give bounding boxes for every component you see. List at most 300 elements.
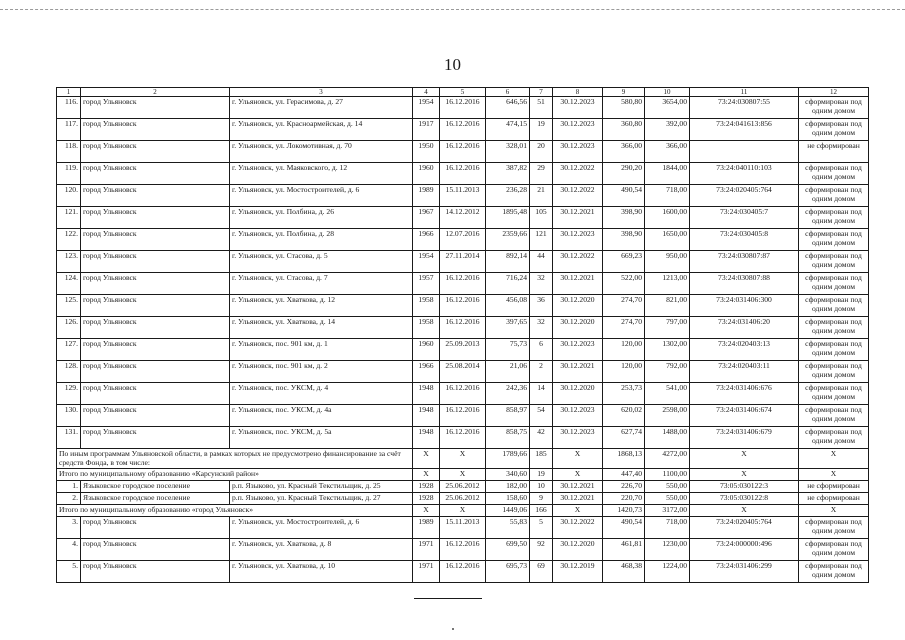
summary-cell: 166 xyxy=(530,505,553,517)
deadline-cell: 30.12.2022 xyxy=(553,251,603,273)
deadline-cell: 30.12.2021 xyxy=(553,207,603,229)
row-number: 130. xyxy=(57,405,81,427)
column-number-header: 6 xyxy=(486,88,530,97)
row-number: 123. xyxy=(57,251,81,273)
table-row xyxy=(57,317,869,339)
table-row xyxy=(57,119,869,141)
land-status-cell: сформирован под одним домом xyxy=(799,295,869,317)
municipality-cell: Языковское городское поселение xyxy=(81,481,230,493)
residents-cell: 92 xyxy=(530,539,553,561)
year-cell: 1966 xyxy=(413,229,440,251)
summary-cell: 1789,66 xyxy=(486,449,530,469)
table-row xyxy=(57,481,869,493)
table-row xyxy=(57,163,869,185)
year-cell: 1960 xyxy=(413,163,440,185)
area-cell: 716,24 xyxy=(486,273,530,295)
cost-cell: 392,00 xyxy=(645,119,690,141)
area-cell: 2359,66 xyxy=(486,229,530,251)
area-cell: 328,01 xyxy=(486,141,530,163)
year-cell: 1971 xyxy=(413,561,440,583)
date-cell: 27.11.2014 xyxy=(440,251,486,273)
year-cell: 1954 xyxy=(413,251,440,273)
date-cell: 16.12.2016 xyxy=(440,119,486,141)
column-number-header: 8 xyxy=(553,88,603,97)
cost-cell: 1213,00 xyxy=(645,273,690,295)
land-status-cell: сформирован под одним домом xyxy=(799,405,869,427)
address-cell: г. Ульяновск, ул. Мостостроителей, д. 6 xyxy=(230,185,413,207)
column-number-header: 4 xyxy=(413,88,440,97)
table-row xyxy=(57,561,869,583)
address-cell: г. Ульяновск, пос. УКСМ, д. 4а xyxy=(230,405,413,427)
year-cell: 1989 xyxy=(413,185,440,207)
residents-cell: 10 xyxy=(530,481,553,493)
cadastral-number-cell: 73:24:031406:679 xyxy=(690,427,799,449)
date-cell: 15.11.2013 xyxy=(440,517,486,539)
residents-cell: 2 xyxy=(530,361,553,383)
cadastral-number-cell: 73:24:030807:55 xyxy=(690,97,799,119)
top-dashed-rule xyxy=(0,9,905,10)
summary-cell: X xyxy=(799,449,869,469)
residents-cell: 121 xyxy=(530,229,553,251)
deadline-cell: 30.12.2020 xyxy=(553,539,603,561)
land-status-cell: сформирован под одним домом xyxy=(799,207,869,229)
residents-cell: 36 xyxy=(530,295,553,317)
residents-cell: 6 xyxy=(530,339,553,361)
cost-cell: 550,00 xyxy=(645,493,690,505)
municipality-cell: город Ульяновск xyxy=(81,361,230,383)
cadastral-number-cell: 73:24:030807:87 xyxy=(690,251,799,273)
area-planned-cell: 627,74 xyxy=(603,427,645,449)
address-cell: г. Ульяновск, ул. Герасимова, д. 27 xyxy=(230,97,413,119)
residents-cell: 69 xyxy=(530,561,553,583)
address-cell: г. Ульяновск, ул. Хваткова, д. 12 xyxy=(230,295,413,317)
municipality-cell: город Ульяновск xyxy=(81,427,230,449)
area-cell: 1895,48 xyxy=(486,207,530,229)
address-cell: г. Ульяновск, пос. 901 км, д. 2 xyxy=(230,361,413,383)
cost-cell: 1230,00 xyxy=(645,539,690,561)
land-status-cell: сформирован под одним домом xyxy=(799,427,869,449)
deadline-cell: 30.12.2023 xyxy=(553,119,603,141)
year-cell: 1948 xyxy=(413,427,440,449)
row-number: 120. xyxy=(57,185,81,207)
table-row xyxy=(57,207,869,229)
row-number: 3. xyxy=(57,517,81,539)
area-planned-cell: 522,00 xyxy=(603,273,645,295)
area-planned-cell: 398,90 xyxy=(603,229,645,251)
address-cell: г. Ульяновск, ул. Полбина, д. 26 xyxy=(230,207,413,229)
cost-cell: 950,00 xyxy=(645,251,690,273)
area-cell: 695,73 xyxy=(486,561,530,583)
deadline-cell: 30.12.2022 xyxy=(553,517,603,539)
address-cell: г. Ульяновск, ул. Красноармейская, д. 14 xyxy=(230,119,413,141)
row-number: 121. xyxy=(57,207,81,229)
deadline-cell: 30.12.2020 xyxy=(553,295,603,317)
header-row xyxy=(57,88,869,97)
year-cell: 1966 xyxy=(413,361,440,383)
area-planned-cell: 398,90 xyxy=(603,207,645,229)
table-row xyxy=(57,251,869,273)
table-body xyxy=(57,88,869,583)
table-row xyxy=(57,539,869,561)
area-planned-cell: 120,00 xyxy=(603,361,645,383)
cost-cell: 1844,00 xyxy=(645,163,690,185)
municipality-cell: город Ульяновск xyxy=(81,539,230,561)
residents-cell: 44 xyxy=(530,251,553,273)
summary-label: По иным программам Ульяновской области, в рамках которых не предусмотрено финансирование за счёт средств Фонда, в том числе: xyxy=(57,449,413,469)
area-cell: 892,14 xyxy=(486,251,530,273)
summary-cell: 1868,13 xyxy=(603,449,645,469)
row-number: 2. xyxy=(57,493,81,505)
table-row xyxy=(57,405,869,427)
cost-cell: 792,00 xyxy=(645,361,690,383)
cadastral-number-cell: 73:24:031406:300 xyxy=(690,295,799,317)
land-status-cell: сформирован под одним домом xyxy=(799,163,869,185)
area-planned-cell: 226,70 xyxy=(603,481,645,493)
summary-cell: X xyxy=(413,469,440,481)
cost-cell: 821,00 xyxy=(645,295,690,317)
summary-cell: X xyxy=(553,469,603,481)
address-cell: р.п. Языково, ул. Красный Текстильщик, д. 27 xyxy=(230,493,413,505)
area-cell: 21,06 xyxy=(486,361,530,383)
summary-cell: 447,40 xyxy=(603,469,645,481)
cadastral-number-cell: 73:24:000000:496 xyxy=(690,539,799,561)
row-number: 116. xyxy=(57,97,81,119)
summary-cell: X xyxy=(690,449,799,469)
row-number: 125. xyxy=(57,295,81,317)
summary-cell: X xyxy=(553,449,603,469)
summary-cell: X xyxy=(413,505,440,517)
row-number: 5. xyxy=(57,561,81,583)
residents-cell: 29 xyxy=(530,163,553,185)
table-row xyxy=(57,229,869,251)
table-row xyxy=(57,361,869,383)
land-status-cell: сформирован под одним домом xyxy=(799,185,869,207)
date-cell: 12.07.2016 xyxy=(440,229,486,251)
deadline-cell: 30.12.2020 xyxy=(553,317,603,339)
area-planned-cell: 669,23 xyxy=(603,251,645,273)
cadastral-number-cell: 73:24:031406:676 xyxy=(690,383,799,405)
date-cell: 25.06.2012 xyxy=(440,481,486,493)
area-planned-cell: 120,00 xyxy=(603,339,645,361)
area-cell: 182,00 xyxy=(486,481,530,493)
land-status-cell: сформирован под одним домом xyxy=(799,339,869,361)
address-cell: г. Ульяновск, ул. Стасова, д. 5 xyxy=(230,251,413,273)
address-cell: г. Ульяновск, пос. УКСМ, д. 5а xyxy=(230,427,413,449)
municipality-cell: город Ульяновск xyxy=(81,383,230,405)
residents-cell: 105 xyxy=(530,207,553,229)
area-planned-cell: 290,20 xyxy=(603,163,645,185)
deadline-cell: 30.12.2023 xyxy=(553,405,603,427)
summary-cell: 1420,73 xyxy=(603,505,645,517)
land-status-cell: сформирован под одним домом xyxy=(799,561,869,583)
deadline-cell: 30.12.2021 xyxy=(553,493,603,505)
deadline-cell: 30.12.2023 xyxy=(553,229,603,251)
address-cell: г. Ульяновск, ул. Хваткова, д. 10 xyxy=(230,561,413,583)
summary-row xyxy=(57,469,869,481)
cost-cell: 2598,00 xyxy=(645,405,690,427)
year-cell: 1948 xyxy=(413,405,440,427)
cost-cell: 3654,00 xyxy=(645,97,690,119)
municipality-cell: город Ульяновск xyxy=(81,251,230,273)
date-cell: 16.12.2016 xyxy=(440,273,486,295)
municipality-cell: город Ульяновск xyxy=(81,561,230,583)
area-cell: 858,97 xyxy=(486,405,530,427)
cadastral-number-cell: 73:24:020405:764 xyxy=(690,185,799,207)
area-cell: 242,36 xyxy=(486,383,530,405)
row-number: 129. xyxy=(57,383,81,405)
municipality-cell: город Ульяновск xyxy=(81,405,230,427)
deadline-cell: 30.12.2021 xyxy=(553,273,603,295)
land-status-cell: не сформирован xyxy=(799,481,869,493)
summary-cell: X xyxy=(799,469,869,481)
land-status-cell: сформирован под одним домом xyxy=(799,97,869,119)
year-cell: 1950 xyxy=(413,141,440,163)
summary-cell: X xyxy=(690,469,799,481)
date-cell: 16.12.2016 xyxy=(440,141,486,163)
column-number-header: 5 xyxy=(440,88,486,97)
scan-mark xyxy=(452,628,454,630)
row-number: 124. xyxy=(57,273,81,295)
summary-cell: X xyxy=(690,505,799,517)
summary-cell: X xyxy=(440,449,486,469)
land-status-cell: сформирован под одним домом xyxy=(799,119,869,141)
cost-cell: 797,00 xyxy=(645,317,690,339)
address-cell: г. Ульяновск, ул. Хваткова, д. 14 xyxy=(230,317,413,339)
municipality-cell: город Ульяновск xyxy=(81,207,230,229)
area-planned-cell: 620,02 xyxy=(603,405,645,427)
area-planned-cell: 580,80 xyxy=(603,97,645,119)
year-cell: 1948 xyxy=(413,383,440,405)
residents-cell: 19 xyxy=(530,119,553,141)
table-row xyxy=(57,427,869,449)
residents-cell: 51 xyxy=(530,97,553,119)
table-row xyxy=(57,185,869,207)
municipality-cell: город Ульяновск xyxy=(81,295,230,317)
summary-cell: X xyxy=(440,505,486,517)
year-cell: 1928 xyxy=(413,493,440,505)
municipality-cell: город Ульяновск xyxy=(81,229,230,251)
land-status-cell: сформирован под одним домом xyxy=(799,229,869,251)
row-number: 122. xyxy=(57,229,81,251)
deadline-cell: 30.12.2023 xyxy=(553,97,603,119)
deadline-cell: 30.12.2022 xyxy=(553,163,603,185)
summary-row xyxy=(57,449,869,469)
deadline-cell: 30.12.2020 xyxy=(553,383,603,405)
area-planned-cell: 274,70 xyxy=(603,317,645,339)
column-number-header: 2 xyxy=(81,88,230,97)
cadastral-number-cell: 73:24:020403:11 xyxy=(690,361,799,383)
cadastral-number-cell: 73:24:041613:856 xyxy=(690,119,799,141)
row-number: 118. xyxy=(57,141,81,163)
table-row xyxy=(57,383,869,405)
row-number: 1. xyxy=(57,481,81,493)
land-status-cell: сформирован под одним домом xyxy=(799,539,869,561)
land-status-cell: сформирован под одним домом xyxy=(799,383,869,405)
cadastral-number-cell: 73:24:030807:88 xyxy=(690,273,799,295)
deadline-cell: 30.12.2023 xyxy=(553,427,603,449)
cadastral-number-cell: 73:24:031406:299 xyxy=(690,561,799,583)
municipality-cell: город Ульяновск xyxy=(81,141,230,163)
year-cell: 1971 xyxy=(413,539,440,561)
column-number-header: 9 xyxy=(603,88,645,97)
address-cell: г. Ульяновск, ул. Стасова, д. 7 xyxy=(230,273,413,295)
area-cell: 646,56 xyxy=(486,97,530,119)
summary-cell: 19 xyxy=(530,469,553,481)
summary-cell: X xyxy=(553,505,603,517)
date-cell: 14.12.2012 xyxy=(440,207,486,229)
summary-label: Итого по муниципальному образованию «город Ульяновск» xyxy=(57,505,413,517)
table-row xyxy=(57,97,869,119)
date-cell: 16.12.2016 xyxy=(440,163,486,185)
land-status-cell: сформирован под одним домом xyxy=(799,317,869,339)
cadastral-number-cell: 73:24:031406:20 xyxy=(690,317,799,339)
summary-cell: X xyxy=(440,469,486,481)
deadline-cell: 30.12.2023 xyxy=(553,339,603,361)
area-planned-cell: 360,80 xyxy=(603,119,645,141)
residents-cell: 32 xyxy=(530,273,553,295)
residents-cell: 42 xyxy=(530,427,553,449)
address-cell: р.п. Языково, ул. Красный Текстильщик, д. 25 xyxy=(230,481,413,493)
area-cell: 397,65 xyxy=(486,317,530,339)
row-number: 126. xyxy=(57,317,81,339)
land-status-cell: сформирован под одним домом xyxy=(799,273,869,295)
cost-cell: 1600,00 xyxy=(645,207,690,229)
cost-cell: 550,00 xyxy=(645,481,690,493)
area-planned-cell: 468,38 xyxy=(603,561,645,583)
column-number-header: 3 xyxy=(230,88,413,97)
cadastral-number-cell: 73:24:030405:7 xyxy=(690,207,799,229)
date-cell: 25.08.2014 xyxy=(440,361,486,383)
area-cell: 55,83 xyxy=(486,517,530,539)
cost-cell: 1224,00 xyxy=(645,561,690,583)
page-number: 10 xyxy=(444,55,461,74)
table-row xyxy=(57,273,869,295)
column-number-header: 12 xyxy=(799,88,869,97)
land-status-cell: не сформирован xyxy=(799,141,869,163)
residents-cell: 32 xyxy=(530,317,553,339)
municipality-cell: город Ульяновск xyxy=(81,97,230,119)
cadastral-number-cell: 73:05:030122:3 xyxy=(690,481,799,493)
year-cell: 1917 xyxy=(413,119,440,141)
date-cell: 16.12.2016 xyxy=(440,561,486,583)
area-planned-cell: 220,70 xyxy=(603,493,645,505)
row-number: 4. xyxy=(57,539,81,561)
municipality-cell: город Ульяновск xyxy=(81,163,230,185)
area-planned-cell: 490,54 xyxy=(603,517,645,539)
summary-cell: 1449,06 xyxy=(486,505,530,517)
area-cell: 158,60 xyxy=(486,493,530,505)
municipality-cell: город Ульяновск xyxy=(81,119,230,141)
summary-cell: 3172,00 xyxy=(645,505,690,517)
deadline-cell: 30.12.2022 xyxy=(553,185,603,207)
municipality-cell: Языковское городское поселение xyxy=(81,493,230,505)
area-planned-cell: 366,00 xyxy=(603,141,645,163)
cadastral-number-cell: 73:24:020403:13 xyxy=(690,339,799,361)
municipality-cell: город Ульяновск xyxy=(81,273,230,295)
deadline-cell: 30.12.2021 xyxy=(553,481,603,493)
area-cell: 858,75 xyxy=(486,427,530,449)
cost-cell: 718,00 xyxy=(645,185,690,207)
land-status-cell: сформирован под одним домом xyxy=(799,251,869,273)
row-number: 117. xyxy=(57,119,81,141)
cadastral-number-cell: 73:05:030122:8 xyxy=(690,493,799,505)
municipality-cell: город Ульяновск xyxy=(81,339,230,361)
table-row xyxy=(57,517,869,539)
summary-row xyxy=(57,505,869,517)
area-cell: 699,50 xyxy=(486,539,530,561)
municipality-cell: город Ульяновск xyxy=(81,185,230,207)
cost-cell: 1488,00 xyxy=(645,427,690,449)
area-cell: 75,73 xyxy=(486,339,530,361)
summary-cell: 1100,00 xyxy=(645,469,690,481)
address-cell: г. Ульяновск, ул. Маяковского, д. 12 xyxy=(230,163,413,185)
date-cell: 16.12.2016 xyxy=(440,383,486,405)
housing-table xyxy=(56,87,869,583)
year-cell: 1960 xyxy=(413,339,440,361)
area-cell: 236,28 xyxy=(486,185,530,207)
year-cell: 1989 xyxy=(413,517,440,539)
date-cell: 16.12.2016 xyxy=(440,295,486,317)
row-number: 119. xyxy=(57,163,81,185)
address-cell: г. Ульяновск, пос. УКСМ, д. 4 xyxy=(230,383,413,405)
address-cell: г. Ульяновск, ул. Локомотивная, д. 70 xyxy=(230,141,413,163)
date-cell: 25.06.2012 xyxy=(440,493,486,505)
land-status-cell: сформирован под одним домом xyxy=(799,517,869,539)
column-number-header: 10 xyxy=(645,88,690,97)
row-number: 127. xyxy=(57,339,81,361)
deadline-cell: 30.12.2019 xyxy=(553,561,603,583)
cost-cell: 718,00 xyxy=(645,517,690,539)
residents-cell: 54 xyxy=(530,405,553,427)
cost-cell: 366,00 xyxy=(645,141,690,163)
municipality-cell: город Ульяновск xyxy=(81,517,230,539)
year-cell: 1954 xyxy=(413,97,440,119)
date-cell: 16.12.2016 xyxy=(440,405,486,427)
address-cell: г. Ульяновск, ул. Полбина, д. 28 xyxy=(230,229,413,251)
summary-label: Итого по муниципальному образованию «Карсунский район» xyxy=(57,469,413,481)
area-cell: 474,15 xyxy=(486,119,530,141)
column-number-header: 1 xyxy=(57,88,81,97)
date-cell: 16.12.2016 xyxy=(440,427,486,449)
land-status-cell: сформирован под одним домом xyxy=(799,361,869,383)
residents-cell: 9 xyxy=(530,493,553,505)
address-cell: г. Ульяновск, ул. Мостостроителей, д. 6 xyxy=(230,517,413,539)
year-cell: 1967 xyxy=(413,207,440,229)
cadastral-number-cell: 73:24:031406:674 xyxy=(690,405,799,427)
area-cell: 387,82 xyxy=(486,163,530,185)
deadline-cell: 30.12.2023 xyxy=(553,141,603,163)
summary-cell: 340,60 xyxy=(486,469,530,481)
date-cell: 16.12.2016 xyxy=(440,539,486,561)
table-row xyxy=(57,141,869,163)
land-status-cell: не сформирован xyxy=(799,493,869,505)
table-row xyxy=(57,493,869,505)
date-cell: 16.12.2016 xyxy=(440,97,486,119)
summary-cell: 185 xyxy=(530,449,553,469)
summary-cell: X xyxy=(413,449,440,469)
area-planned-cell: 490,54 xyxy=(603,185,645,207)
row-number: 128. xyxy=(57,361,81,383)
area-cell: 456,08 xyxy=(486,295,530,317)
column-number-header: 7 xyxy=(530,88,553,97)
residents-cell: 14 xyxy=(530,383,553,405)
residents-cell: 20 xyxy=(530,141,553,163)
cadastral-number-cell xyxy=(690,141,799,163)
municipality-cell: город Ульяновск xyxy=(81,317,230,339)
cost-cell: 541,00 xyxy=(645,383,690,405)
column-number-header: 11 xyxy=(690,88,799,97)
table-row xyxy=(57,295,869,317)
